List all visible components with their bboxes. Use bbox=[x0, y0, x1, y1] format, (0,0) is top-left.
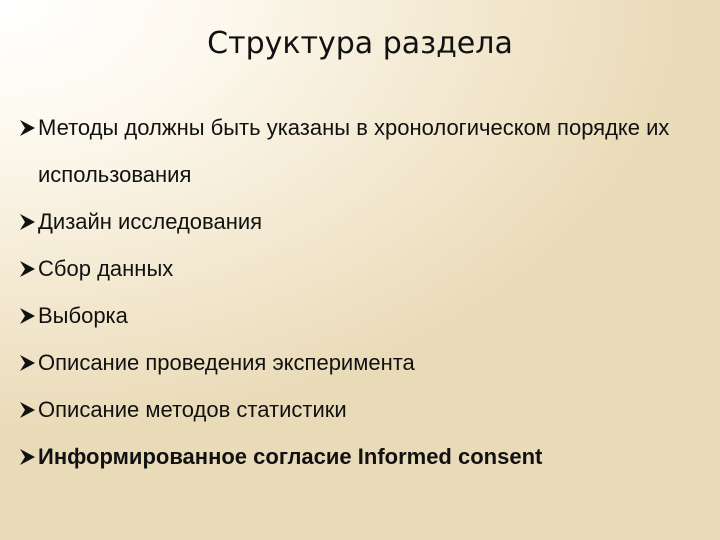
slide-title: Структура раздела bbox=[207, 26, 513, 61]
bullet-item bbox=[18, 245, 708, 292]
bullet-item-bold bbox=[18, 433, 708, 480]
bullet-text: Сбор данных bbox=[38, 256, 174, 281]
bullet-item bbox=[18, 198, 708, 245]
bullet-text: Методы должны быть указаны в хронологическом порядке их использования bbox=[38, 115, 670, 187]
arrowhead-bullet-icon bbox=[18, 260, 36, 278]
arrowhead-bullet-icon bbox=[18, 119, 36, 137]
arrowhead-bullet-icon bbox=[18, 354, 36, 372]
bullet-item bbox=[18, 386, 708, 433]
bullet-item bbox=[18, 339, 708, 386]
bullet-item bbox=[18, 292, 708, 339]
bullet-item bbox=[18, 104, 708, 198]
arrowhead-bullet-icon bbox=[18, 401, 36, 419]
arrowhead-bullet-icon bbox=[18, 448, 36, 466]
bullet-text: Описание проведения эксперимента bbox=[38, 350, 415, 375]
bullet-text: Выборка bbox=[38, 303, 128, 328]
bullet-text: Описание методов статистики bbox=[38, 397, 347, 422]
arrowhead-bullet-icon bbox=[18, 213, 36, 231]
bullet-list bbox=[18, 104, 708, 480]
arrowhead-bullet-icon bbox=[18, 307, 36, 325]
bullet-text: Дизайн исследования bbox=[38, 209, 263, 234]
bullet-text: Информированное согласие Informed consent bbox=[38, 444, 543, 469]
